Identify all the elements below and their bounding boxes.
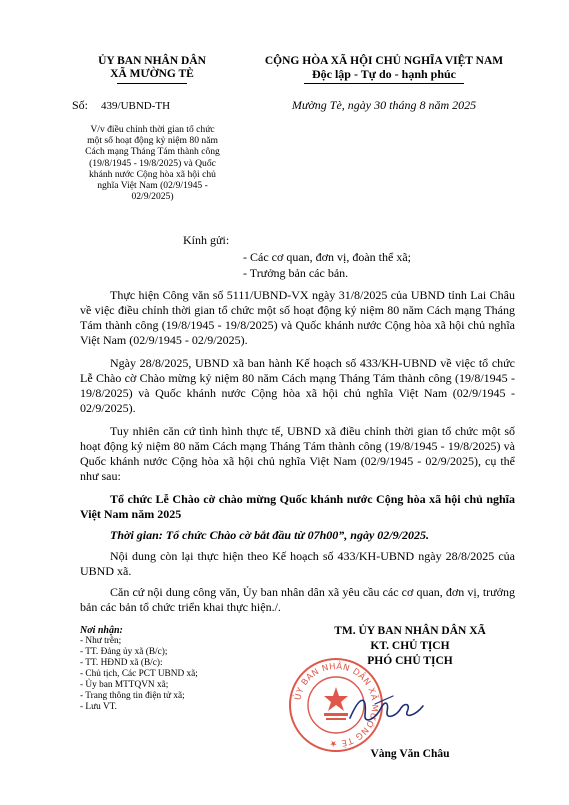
distribution-item: - Chủ tịch, Các PCT UBND xã; bbox=[80, 669, 198, 679]
body-paragraph-3: Tuy nhiên căn cứ tình hình thực tế, UBND xã điều chỉnh thời gian tổ chức một số hoạt động kỷ niệm 80 năm Cách mạng Tháng Tám thành công (19/8/1945 - 19/8/2025) và Quốc khánh nước Cộng hòa xã hội chủ nghĩa Việt Nam (02/9/1945 - 02/9/2025), cụ thể như sau: bbox=[80, 424, 515, 483]
document-date: Mường Tè, ngày 30 tháng 8 năm 2025 bbox=[291, 98, 477, 112]
signer-name: Vàng Văn Châu bbox=[370, 748, 450, 760]
recipient-item: - Trưởng bản các bản. bbox=[243, 266, 349, 280]
signature-line-3: PHÓ CHỦ TỊCH bbox=[367, 655, 453, 667]
subject-line: 02/9/2025) bbox=[131, 191, 174, 203]
subject-line: khánh nước Cộng hòa xã hội chủ bbox=[89, 168, 216, 180]
nation-line-1: CỘNG HÒA XÃ HỘI CHỦ NGHĨA VIỆT NAM bbox=[264, 55, 504, 67]
body-paragraph-6: Nội dung còn lại thực hiện theo Kế hoạch số 433/KH-UBND ngày 28/8/2025 của UBND xã. bbox=[80, 549, 515, 578]
national-header bbox=[250, 55, 518, 84]
recipients-label: Kính gửi: bbox=[183, 233, 230, 247]
agency-header bbox=[62, 55, 242, 84]
document-number-value: 439/UBND-TH bbox=[101, 100, 171, 112]
body-paragraph-time: Thời gian: Tổ chức Chào cờ bắt đầu từ 07h00”, ngày 02/9/2025. bbox=[110, 528, 429, 542]
signature-line-2: KT. CHỦ TỊCH bbox=[370, 640, 450, 652]
recipient-item: - Các cơ quan, đơn vị, đoàn thể xã; bbox=[243, 250, 411, 264]
subject-line: nghĩa Việt Nam (02/9/1945 - bbox=[97, 180, 208, 192]
document-number bbox=[72, 98, 170, 113]
nation-line-2: Độc lập - Tự do - hạnh phúc bbox=[311, 67, 457, 81]
agency-underline bbox=[117, 83, 187, 84]
recipients-distribution bbox=[80, 625, 255, 713]
subject-line: một số hoạt động kỷ niệm 80 năm bbox=[87, 135, 218, 147]
distribution-label: Nơi nhận: bbox=[80, 625, 123, 636]
handwritten-signature bbox=[345, 690, 435, 730]
subject-line: (19/8/1945 - 19/8/2025) và Quốc bbox=[89, 157, 216, 169]
subject-line: V/v điều chỉnh thời gian tổ chức bbox=[90, 124, 215, 135]
distribution-item: - Ủy ban MTTQVN xã; bbox=[80, 680, 169, 690]
body-paragraph-7: Căn cứ nội dung công văn, Ủy ban nhân dân xã yêu cầu các cơ quan, đơn vị, trưởng bản các bản tổ chức triển khai thực hiện./. bbox=[80, 585, 515, 614]
agency-line-1: ỦY BAN NHÂN DÂN bbox=[98, 55, 206, 67]
signature-line-1: TM. ỦY BAN NHÂN DÂN XÃ bbox=[334, 625, 486, 637]
body-paragraph-2: Ngày 28/8/2025, UBND xã ban hành Kế hoạch số 433/KH-UBND về việc tổ chức Lễ Chào cờ Chào mừng kỷ niệm 80 năm Cách mạng Tháng Tám thành công (19/8/1945 - 19/8/2025) và Quốc khánh nước Cộng hòa xã hội chủ nghĩa Việt Nam (02/9/1945 - 02/9/2025). bbox=[80, 356, 515, 415]
nation-underline bbox=[304, 83, 464, 84]
distribution-item: - Lưu VT. bbox=[80, 702, 117, 712]
svg-text:ỦY BAN NHÂN DÂN XÃ MƯỜNG TÈ ★: ỦY BAN NHÂN DÂN XÃ MƯỜNG TÈ ★ bbox=[293, 661, 380, 749]
distribution-item: - Trang thông tin điện tử xã; bbox=[80, 691, 185, 701]
body-paragraph-1: Thực hiện Công văn số 5111/UBND-VX ngày 31/8/2025 của UBND tỉnh Lai Châu về việc điều chỉnh thời gian tổ chức một số hoạt động kỷ niệm 80 năm Cách mạng Tháng Tám thành công (19/8/1945 - 19/8/2025) và Quốc khánh nước Cộng hòa xã hội chủ nghĩa Việt Nam (02/9/1945 - 02/9/2025). bbox=[80, 288, 515, 347]
distribution-item: - TT. Đảng ủy xã (B/c); bbox=[80, 647, 168, 657]
distribution-item: - Như trên; bbox=[80, 636, 122, 646]
subject-line: Cách mạng Tháng Tám thành công bbox=[85, 146, 220, 158]
agency-line-2: XÃ MƯỜNG TÈ bbox=[110, 68, 194, 80]
document-subject bbox=[60, 124, 245, 202]
body-paragraph-heading: Tổ chức Lễ Chào cờ chào mừng Quốc khánh nước Cộng hòa xã hội chủ nghĩa Việt Nam năm 2025 bbox=[80, 492, 515, 521]
document-number-label: Số: bbox=[72, 98, 89, 112]
distribution-item: - TT. HĐND xã (B/c): bbox=[80, 658, 163, 668]
